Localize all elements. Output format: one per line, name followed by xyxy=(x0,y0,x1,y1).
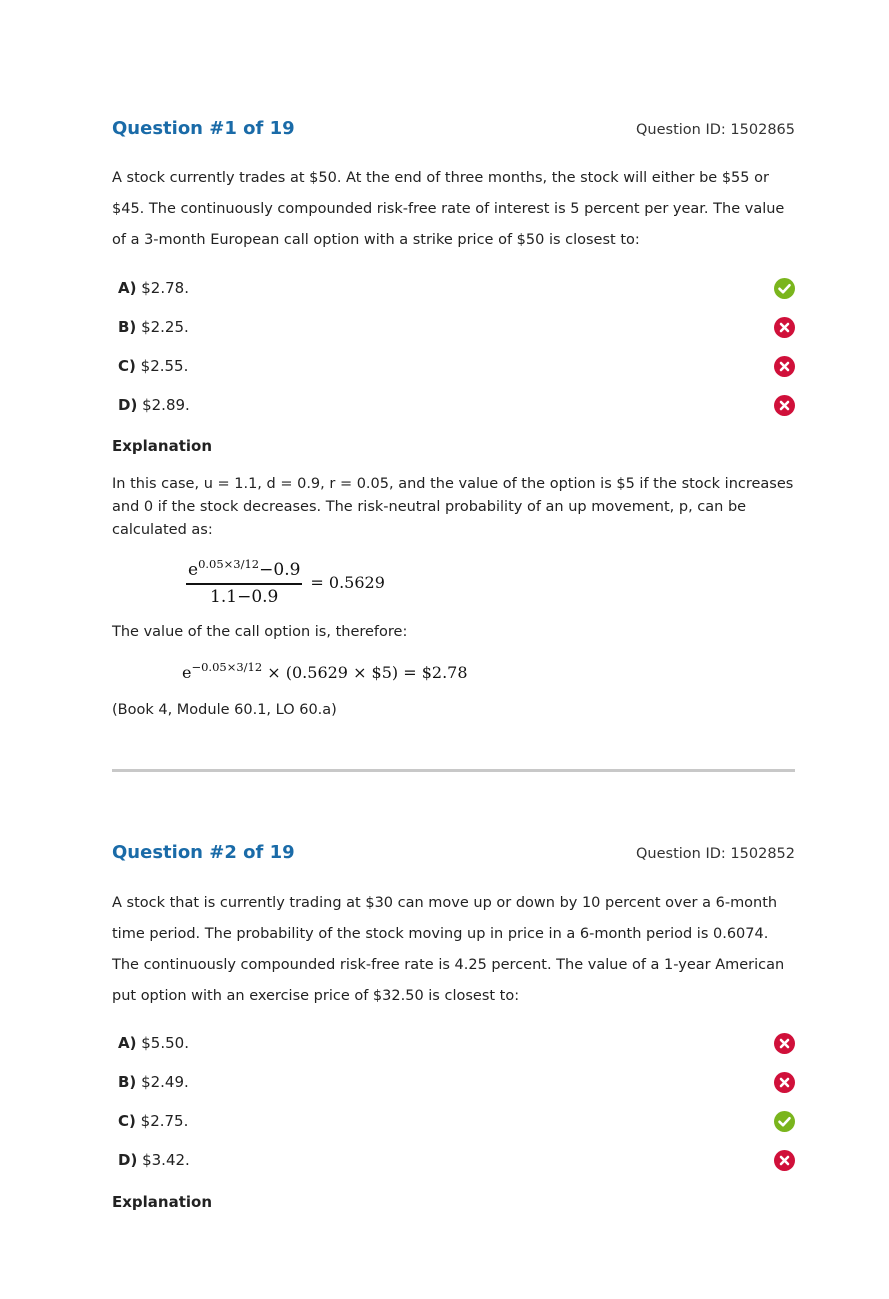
answer-option-c[interactable] xyxy=(112,354,795,393)
option-text: $2.25. xyxy=(141,318,189,336)
check-circle-icon xyxy=(774,278,795,299)
answer-options xyxy=(112,276,795,432)
question-title: Question #1 of 19 xyxy=(112,118,295,139)
explanation-heading: Explanation xyxy=(112,1193,213,1211)
answer-option-d[interactable] xyxy=(112,1148,795,1187)
reference-text: (Book 4, Module 60.1, LO 60.a) xyxy=(112,702,337,718)
option-letter: C) xyxy=(118,357,136,375)
divider xyxy=(112,769,795,772)
formula-call-value: $e^{-0.05\times 3/12} \times (0.5629$ × $5) = $2.78 xyxy=(182,660,468,682)
x-circle-icon xyxy=(774,317,795,338)
explanation-heading: Explanation xyxy=(112,437,213,455)
option-text: $3.42. xyxy=(142,1151,190,1169)
x-circle-icon xyxy=(774,356,795,377)
option-letter: A) xyxy=(118,279,137,297)
answer-option-c[interactable] xyxy=(112,1109,795,1148)
answer-option-d[interactable] xyxy=(112,393,795,432)
answer-option-b[interactable] xyxy=(112,315,795,354)
option-letter: D) xyxy=(118,1151,138,1169)
question-2-header xyxy=(112,842,795,872)
explanation-text: In this case, u = 1.1, d = 0.9, r = 0.05, and the value of the option is $5 if the stock increases and 0 if the stock decreases. The risk-neutral probability of an up movement, p, can be calculated as: xyxy=(112,476,794,538)
formula-denominator: 1.1−0.9 xyxy=(210,587,279,607)
option-letter: C) xyxy=(118,1112,136,1130)
formula-fraction xyxy=(186,557,302,607)
option-text: $5.50. xyxy=(141,1034,189,1052)
option-text: $2.78. xyxy=(141,279,189,297)
question-text: A stock that is currently trading at $30 can move up or down by 10 percent over a 6-month time period. The probability of the stock moving up in price in a 6-month period is 0.6074. The continuously compounded risk-free rate is 4.25 percent. The value of a 1-year American put option with an exercise price of $32.50 is closest to: xyxy=(112,895,785,1004)
x-circle-icon xyxy=(774,1033,795,1054)
option-text: $2.49. xyxy=(141,1073,189,1091)
formula-numerator: $e^{0.05\times 3/12}-0.9$ xyxy=(186,557,302,585)
option-letter: B) xyxy=(118,318,137,336)
question-title: Question #2 of 19 xyxy=(112,842,295,863)
question-text: A stock currently trades at $50. At the end of three months, the stock will either be $55 or $45. The continuously compounded risk-free rate of interest is 5 percent per year. The value of a 3-month European call option with a strike price of $50 is closest to: xyxy=(112,170,785,248)
option-text: $2.55. xyxy=(140,357,189,375)
question-1-header xyxy=(112,118,795,148)
answer-option-a[interactable] xyxy=(112,1031,795,1070)
option-text: $2.75. xyxy=(140,1112,189,1130)
option-text: $2.89. xyxy=(142,396,190,414)
formula-risk-neutral-probability xyxy=(186,557,385,607)
x-circle-icon xyxy=(774,395,795,416)
answer-option-b[interactable] xyxy=(112,1070,795,1109)
option-letter: B) xyxy=(118,1073,137,1091)
question-id: Question ID: 1502865 xyxy=(636,122,795,138)
option-letter: D) xyxy=(118,396,138,414)
answer-options xyxy=(112,1031,795,1187)
x-circle-icon xyxy=(774,1072,795,1093)
check-circle-icon xyxy=(774,1111,795,1132)
answer-option-a[interactable] xyxy=(112,276,795,315)
formula-result: = 0.5629 xyxy=(310,572,385,592)
option-letter: A) xyxy=(118,1034,137,1052)
explanation-text-2: The value of the call option is, therefore: xyxy=(112,624,408,640)
question-id: Question ID: 1502852 xyxy=(636,846,795,862)
x-circle-icon xyxy=(774,1150,795,1171)
